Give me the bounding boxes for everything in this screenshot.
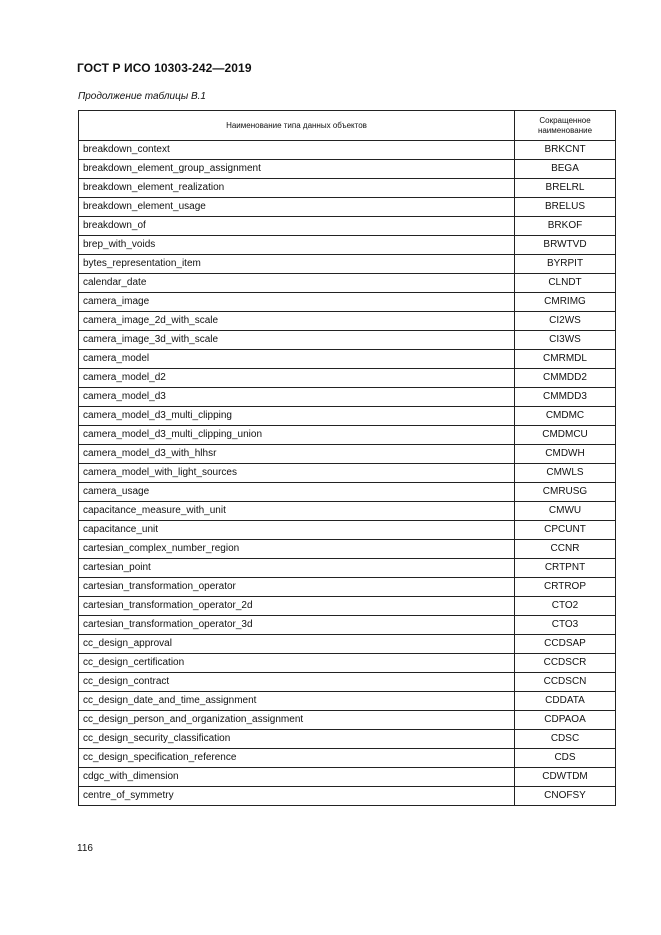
table-row bbox=[79, 502, 616, 521]
short-name-cell: CNOFSY bbox=[515, 787, 616, 806]
entity-name-cell: camera_model_d2 bbox=[79, 369, 515, 388]
entity-name-cell: centre_of_symmetry bbox=[79, 787, 515, 806]
table-row bbox=[79, 768, 616, 787]
entity-name-cell: breakdown_element_group_assignment bbox=[79, 160, 515, 179]
table-row bbox=[79, 293, 616, 312]
entity-name-cell: cc_design_date_and_time_assignment bbox=[79, 692, 515, 711]
document-header: ГОСТ Р ИСО 10303-242—2019 bbox=[77, 61, 252, 75]
entity-name-cell: camera_model_d3_multi_clipping bbox=[79, 407, 515, 426]
table-row bbox=[79, 369, 616, 388]
table-row bbox=[79, 654, 616, 673]
short-name-cell: CLNDT bbox=[515, 274, 616, 293]
table-row bbox=[79, 616, 616, 635]
short-name-cell: CRTPNT bbox=[515, 559, 616, 578]
table-row bbox=[79, 730, 616, 749]
short-name-cell: CDS bbox=[515, 749, 616, 768]
entity-name-cell: camera_model_d3_multi_clipping_union bbox=[79, 426, 515, 445]
table-row bbox=[79, 445, 616, 464]
table-row bbox=[79, 597, 616, 616]
table-row bbox=[79, 692, 616, 711]
short-name-cell: CI3WS bbox=[515, 331, 616, 350]
short-name-cell: BRELRL bbox=[515, 179, 616, 198]
short-name-cell: BRKOF bbox=[515, 217, 616, 236]
entity-name-cell: breakdown_context bbox=[79, 141, 515, 160]
entity-name-cell: cc_design_security_classification bbox=[79, 730, 515, 749]
entity-name-cell: breakdown_of bbox=[79, 217, 515, 236]
table-row bbox=[79, 426, 616, 445]
short-name-cell: CDDATA bbox=[515, 692, 616, 711]
short-name-cell: CCDSAP bbox=[515, 635, 616, 654]
short-name-cell: CMMDD3 bbox=[515, 388, 616, 407]
short-name-cell: CPCUNT bbox=[515, 521, 616, 540]
entity-name-cell: camera_model bbox=[79, 350, 515, 369]
short-name-cell: CDWTDM bbox=[515, 768, 616, 787]
table-row bbox=[79, 787, 616, 806]
short-name-cell: CMDMC bbox=[515, 407, 616, 426]
short-name-cell: CCDSCR bbox=[515, 654, 616, 673]
short-name-cell: CMDWH bbox=[515, 445, 616, 464]
short-name-cell: CCDSCN bbox=[515, 673, 616, 692]
short-name-cell: BEGA bbox=[515, 160, 616, 179]
entity-name-cell: cc_design_approval bbox=[79, 635, 515, 654]
short-name-cell: BRWTVD bbox=[515, 236, 616, 255]
entity-name-cell: cartesian_transformation_operator_2d bbox=[79, 597, 515, 616]
table-row bbox=[79, 388, 616, 407]
short-name-cell: CDSC bbox=[515, 730, 616, 749]
table-row bbox=[79, 559, 616, 578]
entity-name-cell: camera_image_3d_with_scale bbox=[79, 331, 515, 350]
table-row bbox=[79, 179, 616, 198]
entity-name-cell: cc_design_specification_reference bbox=[79, 749, 515, 768]
short-name-cell: CI2WS bbox=[515, 312, 616, 331]
data-types-table bbox=[78, 110, 616, 806]
table-body bbox=[79, 141, 616, 806]
entity-name-cell: camera_image bbox=[79, 293, 515, 312]
entity-name-cell: capacitance_measure_with_unit bbox=[79, 502, 515, 521]
table-row bbox=[79, 198, 616, 217]
table-row bbox=[79, 236, 616, 255]
short-name-cell: CCNR bbox=[515, 540, 616, 559]
short-name-cell: CTO3 bbox=[515, 616, 616, 635]
entity-name-cell: breakdown_element_usage bbox=[79, 198, 515, 217]
entity-name-cell: cartesian_point bbox=[79, 559, 515, 578]
short-name-cell: CMDMCU bbox=[515, 426, 616, 445]
entity-name-cell: camera_image_2d_with_scale bbox=[79, 312, 515, 331]
short-name-cell: BRELUS bbox=[515, 198, 616, 217]
header-abbr-line1: Сокращенное bbox=[539, 115, 591, 125]
table-row bbox=[79, 407, 616, 426]
table-row bbox=[79, 711, 616, 730]
entity-name-cell: cartesian_transformation_operator_3d bbox=[79, 616, 515, 635]
entity-name-cell: camera_usage bbox=[79, 483, 515, 502]
table-row bbox=[79, 141, 616, 160]
entity-name-cell: camera_model_d3 bbox=[79, 388, 515, 407]
entity-name-cell: cc_design_person_and_organization_assignment bbox=[79, 711, 515, 730]
entity-name-cell: brep_with_voids bbox=[79, 236, 515, 255]
entity-name-cell: cartesian_complex_number_region bbox=[79, 540, 515, 559]
page-number: 116 bbox=[77, 843, 93, 854]
short-name-cell: CMMDD2 bbox=[515, 369, 616, 388]
entity-name-cell: capacitance_unit bbox=[79, 521, 515, 540]
short-name-cell: BRKCNT bbox=[515, 141, 616, 160]
short-name-cell: CMRMDL bbox=[515, 350, 616, 369]
table-row bbox=[79, 749, 616, 768]
table-row bbox=[79, 464, 616, 483]
header-abbr-line2: наименование bbox=[537, 125, 593, 135]
table-row bbox=[79, 274, 616, 293]
entity-name-cell: cartesian_transformation_operator bbox=[79, 578, 515, 597]
short-name-cell: CMWLS bbox=[515, 464, 616, 483]
short-name-cell: CTO2 bbox=[515, 597, 616, 616]
entity-name-cell: bytes_representation_item bbox=[79, 255, 515, 274]
entity-name-cell: breakdown_element_realization bbox=[79, 179, 515, 198]
entity-name-cell: camera_model_with_light_sources bbox=[79, 464, 515, 483]
entity-name-cell: calendar_date bbox=[79, 274, 515, 293]
entity-name-cell: cc_design_contract bbox=[79, 673, 515, 692]
header-abbr-column bbox=[515, 111, 616, 141]
table-header-row bbox=[79, 111, 616, 141]
table-row bbox=[79, 673, 616, 692]
table-row bbox=[79, 160, 616, 179]
short-name-cell: CMRUSG bbox=[515, 483, 616, 502]
table-row bbox=[79, 540, 616, 559]
entity-name-cell: camera_model_d3_with_hlhsr bbox=[79, 445, 515, 464]
table-row bbox=[79, 350, 616, 369]
table-row bbox=[79, 483, 616, 502]
table-caption: Продолжение таблицы В.1 bbox=[78, 91, 206, 102]
entity-name-cell: cdgc_with_dimension bbox=[79, 768, 515, 787]
short-name-cell: CMWU bbox=[515, 502, 616, 521]
short-name-cell: CRTROP bbox=[515, 578, 616, 597]
table-row bbox=[79, 217, 616, 236]
entity-name-cell: cc_design_certification bbox=[79, 654, 515, 673]
table-row bbox=[79, 255, 616, 274]
table-row bbox=[79, 331, 616, 350]
short-name-cell: CMRIMG bbox=[515, 293, 616, 312]
table-row bbox=[79, 635, 616, 654]
header-name-column: Наименование типа данных объектов bbox=[79, 111, 515, 141]
short-name-cell: BYRPIT bbox=[515, 255, 616, 274]
table-row bbox=[79, 578, 616, 597]
short-name-cell: CDPAOA bbox=[515, 711, 616, 730]
table-row bbox=[79, 312, 616, 331]
table-row bbox=[79, 521, 616, 540]
